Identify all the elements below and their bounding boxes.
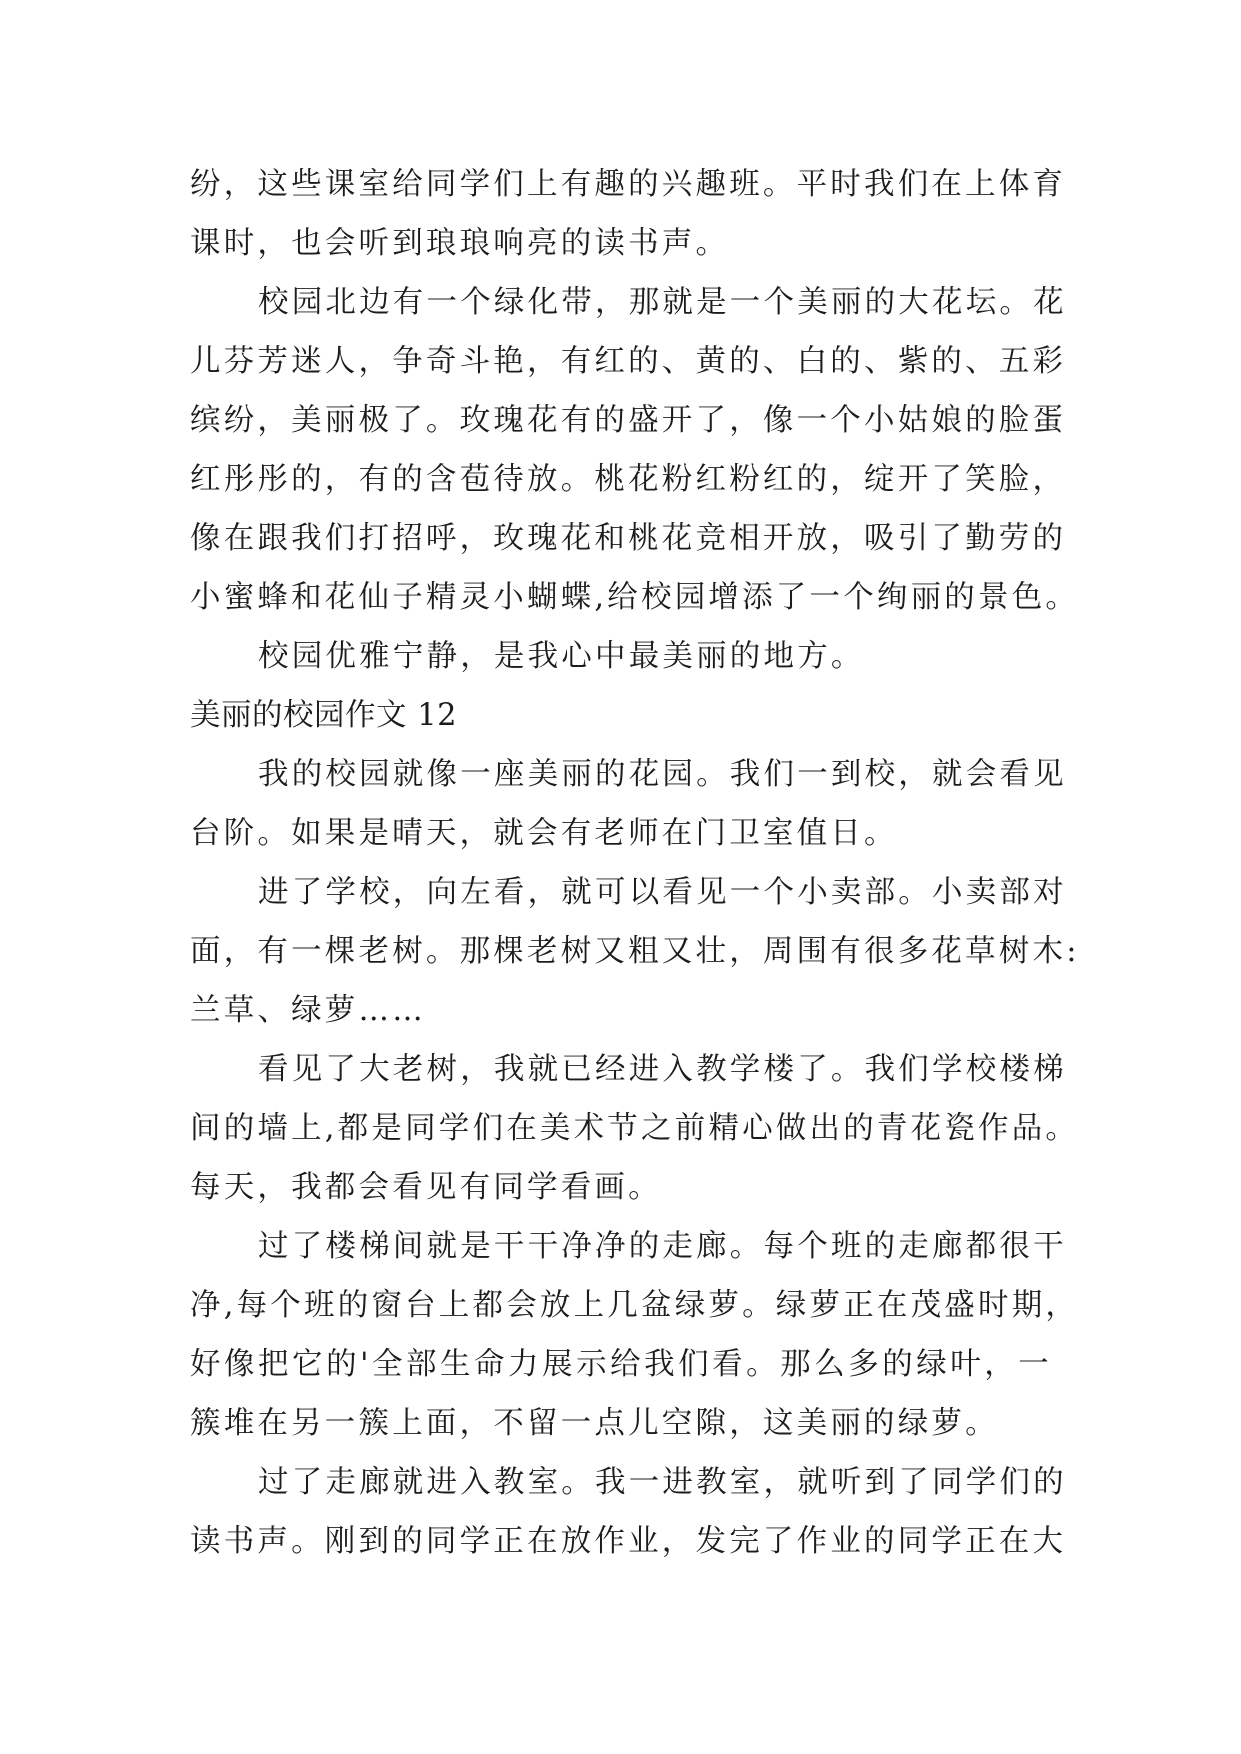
text-line: 缤纷，美丽极了。玫瑰花有的盛开了，像一个小姑娘的脸蛋 — [190, 403, 1067, 438]
text-line: 像在跟我们打招呼，玫瑰花和桃花竞相开放，吸引了勤劳的 — [190, 521, 1067, 556]
text-line: 过了走廊就进入教室。我一进教室，就听到了同学们的 — [258, 1465, 1067, 1500]
text-line: 校园北边有一个绿化带，那就是一个美丽的大花坛。花 — [258, 285, 1067, 320]
text-line: 好像把它的'全部生命力展示给我们看。那么多的绿叶，一 — [190, 1347, 1052, 1382]
text-line: 校园优雅宁静，是我心中最美丽的地方。 — [258, 639, 865, 674]
text-line: 间的墙上,都是同学们在美术节之前精心做出的青花瓷作品。 — [190, 1111, 1080, 1146]
text-line: 小蜜蜂和花仙子精灵小蝴蝶,给校园增添了一个绚丽的景色。 — [190, 580, 1080, 615]
text-line: 课时，也会听到琅琅响亮的读书声。 — [190, 226, 730, 261]
text-line: 纷，这些课室给同学们上有趣的兴趣班。平时我们在上体育 — [190, 167, 1067, 202]
text-line: 兰草、绿萝…… — [190, 993, 426, 1028]
text-line: 台阶。如果是晴天，就会有老师在门卫室值日。 — [190, 816, 898, 851]
text-line: 儿芬芳迷人，争奇斗艳，有红的、黄的、白的、紫的、五彩 — [190, 344, 1067, 379]
text-line: 红彤彤的，有的含苞待放。桃花粉红粉红的，绽开了笑脸， — [190, 462, 1067, 497]
text-line: 看见了大老树，我就已经进入教学楼了。我们学校楼梯 — [258, 1052, 1067, 1087]
text-line: 读书声。刚到的同学正在放作业，发完了作业的同学正在大 — [190, 1524, 1067, 1559]
text-line: 进了学校，向左看，就可以看见一个小卖部。小卖部对 — [258, 875, 1067, 910]
text-line: 过了楼梯间就是干干净净的走廊。每个班的走廊都很干 — [258, 1229, 1067, 1264]
text-line: 我的校园就像一座美丽的花园。我们一到校，就会看见 — [258, 757, 1067, 792]
document-body — [190, 155, 1080, 1571]
section-heading: 美丽的校园作文 12 — [190, 698, 458, 733]
text-line: 每天，我都会看见有同学看画。 — [190, 1170, 662, 1205]
text-line: 面，有一棵老树。那棵老树又粗又壮，周围有很多花草树木: — [190, 934, 1080, 969]
text-line: 簇堆在另一簇上面，不留一点儿空隙，这美丽的绿萝。 — [190, 1406, 999, 1441]
text-line: 净,每个班的窗台上都会放上几盆绿萝。绿萝正在茂盛时期， — [190, 1288, 1080, 1323]
